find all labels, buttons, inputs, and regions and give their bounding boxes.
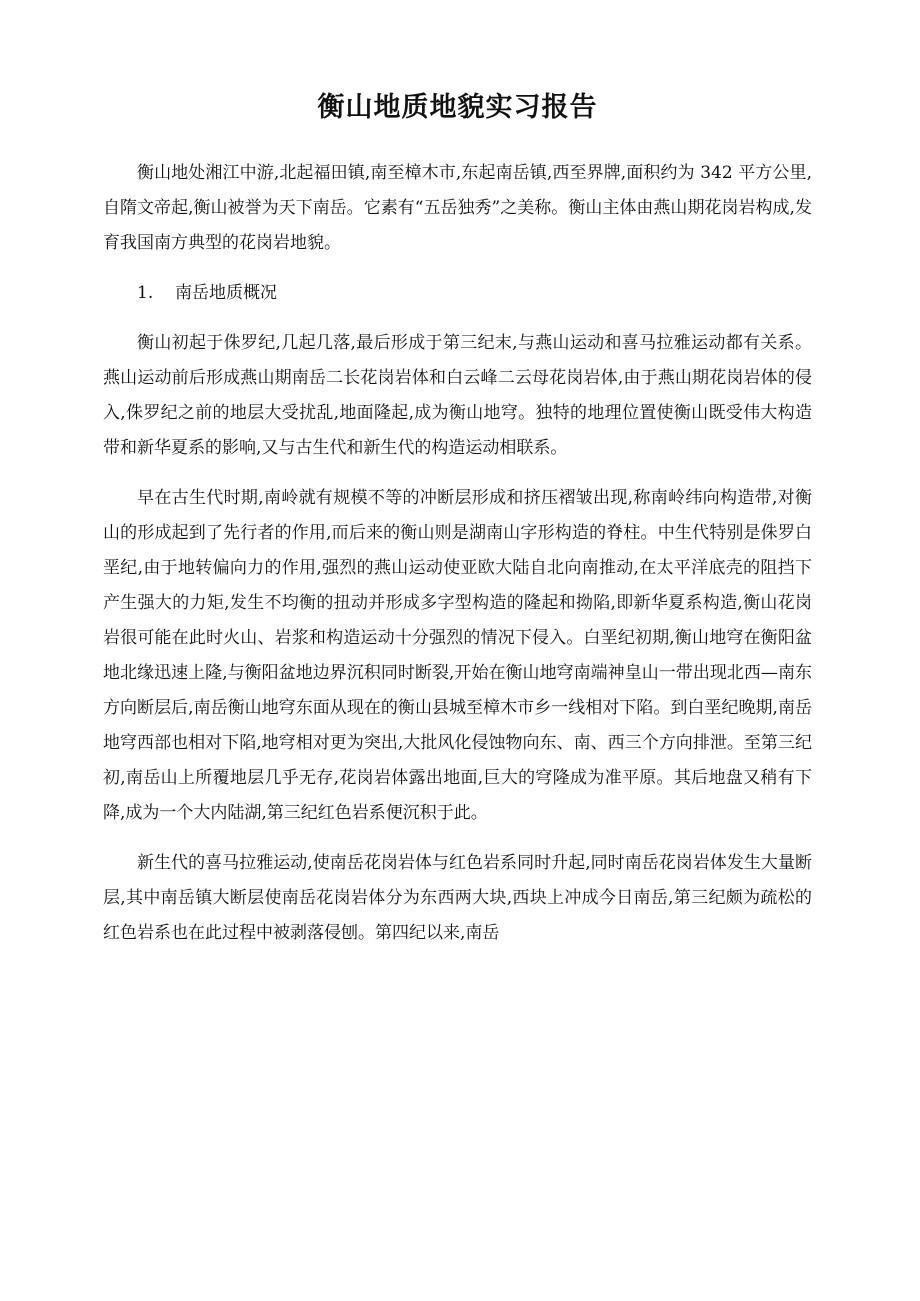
- body-paragraph-1: 衡山初起于侏罗纪,几起几落,最后形成于第三纪末,与燕山运动和喜马拉雅运动都有关系。燕山运动前后形成燕山期南岳二长花岗岩体和白云峰二云母花岗岩体,由于燕山期花岗岩体的侵入,侏罗纪之前的地层大受扰乱,地面隆起,成为衡山地穹。独特的地理位置使衡山既受伟大构造带和新华夏系的影响,又与古生代和新生代的构造运动相联系。: [103, 333, 812, 458]
- section-number: 1.: [137, 283, 154, 303]
- intro-paragraph: 衡山地处湘江中游,北起福田镇,南至樟木市,东起南岳镇,西至界牌,面积约为 342 平方公里,自隋文帝起,衡山被誉为天下南岳。它素有“五岳独秀”之美称。衡山主体由燕山期花岗岩构成,发育我国南方典型的花岗岩地貌。: [103, 163, 812, 253]
- document-title: 衡山地质地貌实习报告: [317, 92, 598, 123]
- section-heading-text: 南岳地质概况: [175, 283, 277, 303]
- section-heading: [103, 276, 812, 311]
- body-paragraph-2: 早在古生代时期,南岭就有规模不等的冲断层形成和挤压褶皱出现,称南岭纬向构造带,对衡山的形成起到了先行者的作用,而后来的衡山则是湖南山字形构造的脊柱。中生代特别是侏罗白垩纪,由于地转偏向力的作用,强烈的燕山运动使亚欧大陆自北向南推动,在太平洋底壳的阻挡下产生强大的力矩,发生不均衡的扭动并形成多字型构造的隆起和拗陷,即新华夏系构造,衡山花岗岩很可能在此时火山、岩浆和构造运动十分强烈的情况下侵入。白垩纪初期,衡山地穹在衡阳盆地北缘迅速上隆,与衡阳盆地边界沉积同时断裂,开始在衡山地穹南端神皇山一带出现北西—南东方向断层后,南岳衡山地穹东面从现在的衡山县城至樟木市乡一线相对下陷。到白垩纪晚期,南岳地穹西部也相对下陷,地穹相对更为突出,大批风化侵蚀物向东、南、西三个方向排泄。至第三纪初,南岳山上所覆地层几乎无存,花岗岩体露出地面,巨大的穹隆成为准平原。其后地盘又稍有下降,成为一个大内陆湖,第三纪红色岩系便沉积于此。: [103, 488, 812, 823]
- body-paragraph-3: 新生代的喜马拉雅运动,使南岳花岗岩体与红色岩系同时升起,同时南岳花岗岩体发生大量断层,其中南岳镇大断层使南岳花岗岩体分为东西两大块,西块上冲成今日南岳,第三纪颇为疏松的红色岩系也在此过程中被剥落侵刨。第四纪以来,南岳: [103, 853, 812, 943]
